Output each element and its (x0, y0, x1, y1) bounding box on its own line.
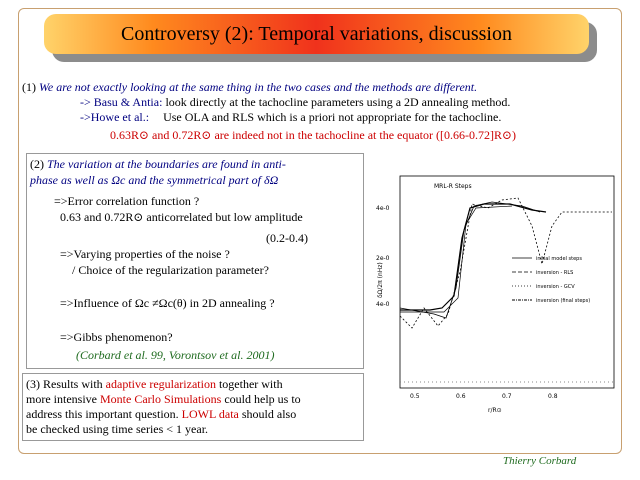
y-tick-top: 4e-0 (376, 205, 390, 212)
s1-line2 (80, 95, 510, 109)
x-tick-07: 0.7 (502, 393, 512, 400)
slide-title: Controversy (2): Temporal variations, discussion (121, 22, 512, 45)
s1-line3 (80, 110, 501, 124)
s1-howe-text: Use OLA and RLS which is a priori not appropriate for the tachocline. (163, 110, 502, 124)
s2-bullet1: =>Error correlation function ? (54, 194, 200, 208)
y-axis-label: δΩ/2π (nHz) (377, 262, 384, 298)
s3-l2a: more intensive (26, 392, 100, 406)
x-tick-06: 0.6 (456, 393, 466, 400)
s3-l2c: could help us to (221, 392, 301, 406)
x-tick-08: 0.8 (548, 393, 558, 400)
s3-line3 (26, 407, 296, 421)
s2-bullet1-detail: 0.63 and 0.72R⊙ anticorrelated but low amplitude (60, 210, 303, 224)
s3-l1c: together with (215, 377, 283, 391)
plot-inner-title: MRL-R Steps (434, 183, 472, 190)
tachocline-plot (372, 168, 616, 420)
title-banner (44, 14, 589, 54)
s1-prefix: (1) (22, 80, 39, 94)
legend-label-2: inversion - RLS (536, 270, 574, 276)
x-axis-label: r/R⊙ (488, 407, 502, 414)
s2-reference: (Corbard et al. 99, Vorontsov et al. 2001) (76, 348, 275, 362)
s2-line1 (30, 157, 286, 171)
s2-statement-1: The variation at the boundaries are found in anti- (47, 157, 286, 171)
s1-statement: We are not exactly looking at the same thing in the two cases and the methods are different. (39, 80, 478, 94)
s2-line2: phase as well as Ωc and the symmetrical part of δΩ (30, 173, 279, 187)
s3-montecarlo: Monte Carlo Simulations (99, 392, 222, 406)
s3-l3c: should also (238, 407, 297, 421)
x-tick-05: 0.5 (410, 393, 420, 400)
s3-lowl: LOWL data (181, 407, 239, 421)
s3-l1a: (3) Results with (26, 377, 106, 391)
legend-label-1: initial model steps (536, 256, 582, 262)
s3-line2 (26, 392, 301, 406)
s1-basu: -> Basu & Antia: (80, 95, 163, 109)
legend-label-3: inversion - GCV (536, 284, 575, 290)
s2-bullet1-range: (0.2-0.4) (266, 231, 308, 245)
s2-prefix: (2) (30, 157, 47, 171)
s1-line1 (22, 80, 477, 94)
s1-howe: ->Howe et al.: (80, 110, 150, 124)
legend-label-4: inversion (final steps) (536, 298, 591, 304)
s2-bullet2-detail: / Choice of the regularization parameter? (72, 263, 269, 277)
s2-bullet4: =>Gibbs phenomenon? (60, 330, 173, 344)
y-tick-mid: 2e-0 (376, 255, 390, 262)
s1-line4: 0.63R⊙ and 0.72R⊙ are indeed not in the tachocline at the equator ([0.66-0.72]R⊙) (110, 128, 517, 142)
s2-bullet2: =>Varying properties of the noise ? (60, 247, 230, 261)
s3-line4: be checked using time series < 1 year. (26, 422, 209, 436)
author-credit: Thierry Corbard (503, 455, 577, 467)
s3-adaptive: adaptive regularization (105, 377, 216, 391)
s3-line1 (26, 377, 283, 391)
s2-bullet3: =>Influence of Ωc ≠Ωc(θ) in 2D annealing ? (60, 296, 275, 310)
s1-basu-text: look directly at the tachocline parameters using a 2D annealing method. (162, 95, 511, 109)
y-tick-low: 4e-0 (376, 301, 390, 308)
s3-l3: address this important question. (26, 407, 182, 421)
